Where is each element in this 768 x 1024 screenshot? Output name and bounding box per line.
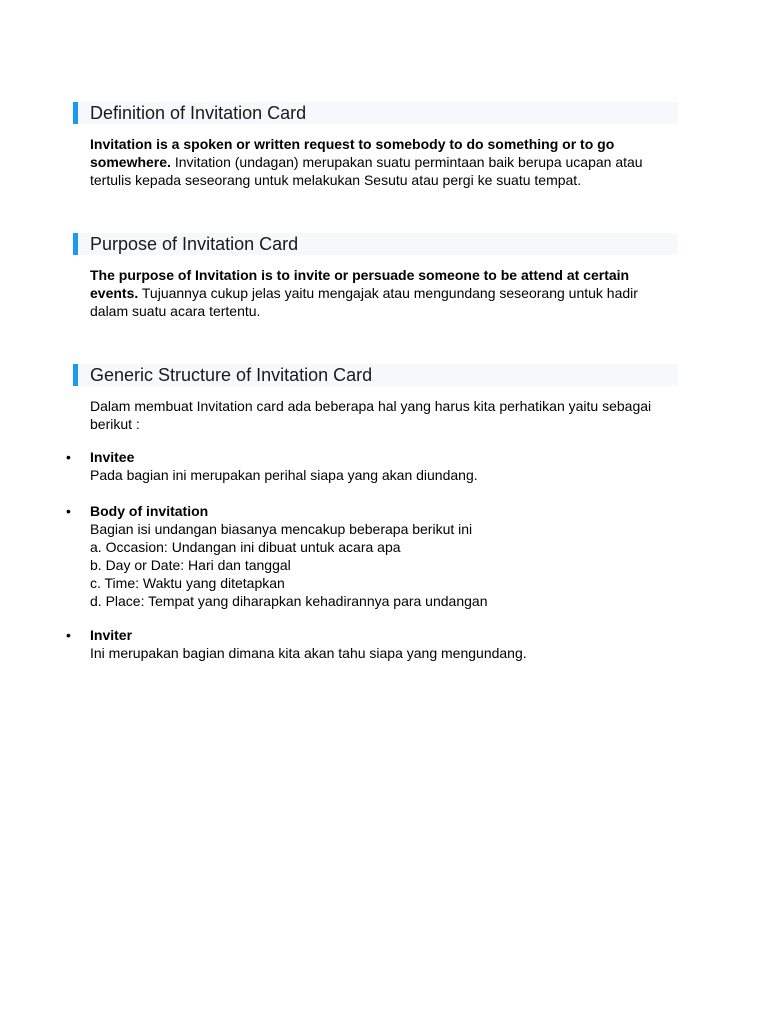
bullet-line: c. Time: Waktu yang ditetapkan [90, 575, 285, 591]
bullet-icon: • [66, 449, 71, 465]
bullet-title: Invitee [90, 449, 135, 465]
section-heading-bar [73, 102, 678, 124]
bullet-title: Body of invitation [90, 503, 209, 519]
paragraph-text: Invitation (undagan) merupakan suatu permintaan baik berupa ucapan atau tertulis kepada seseorang untuk melakukan Sesutu atau pergi ke suatu tempat. [90, 154, 643, 188]
section-paragraph [90, 266, 678, 320]
section-heading: Generic Structure of Invitation Card [90, 365, 373, 385]
bullet-body [90, 502, 678, 610]
paragraph-bold-lead: Invitation is a spoken or written request to somebody to do something or to go somewhere. [90, 136, 615, 170]
bullet-body [90, 626, 678, 662]
bullet-title: Inviter [90, 627, 133, 643]
heading-accent-bar [73, 233, 78, 255]
bullet-line: Ini merupakan bagian dimana kita akan tahu siapa yang mengundang. [90, 645, 527, 661]
heading-accent-bar [73, 364, 78, 386]
bullet-icon: • [66, 503, 71, 519]
section-paragraph [90, 397, 678, 433]
heading-accent-bar [73, 102, 78, 124]
bullet-item-invitee [66, 448, 678, 484]
section-definition [73, 102, 678, 189]
section-generic-structure [73, 364, 678, 433]
section-paragraph [90, 135, 678, 189]
section-heading: Definition of Invitation Card [90, 103, 307, 123]
bullet-body [90, 448, 678, 484]
bullet-line: Bagian isi undangan biasanya mencakup beberapa berikut ini [90, 521, 473, 537]
paragraph-text: Dalam membuat Invitation card ada beberapa hal yang harus kita perhatikan yaitu sebagai berikut : [90, 398, 652, 432]
bullet-item-inviter [66, 626, 678, 662]
section-heading: Purpose of Invitation Card [90, 234, 299, 254]
paragraph-bold-lead: The purpose of Invitation is to invite or persuade someone to be attend at certain events. [90, 267, 630, 301]
bullet-line: d. Place: Tempat yang diharapkan kehadirannya para undangan [90, 593, 488, 609]
bullet-line: Pada bagian ini merupakan perihal siapa yang akan diundang. [90, 467, 478, 483]
section-heading-bar [73, 233, 678, 255]
bullet-icon: • [66, 627, 71, 643]
section-heading-bar [73, 364, 678, 386]
bullet-item-body-of-invitation [66, 502, 678, 610]
section-purpose [73, 233, 678, 320]
bullet-line: b. Day or Date: Hari dan tanggal [90, 557, 291, 573]
paragraph-text: Tujuannya cukup jelas yaitu mengajak atau mengundang seseorang untuk hadir dalam suatu acara tertentu. [90, 285, 638, 319]
bullet-line: a. Occasion: Undangan ini dibuat untuk acara apa [90, 539, 401, 555]
